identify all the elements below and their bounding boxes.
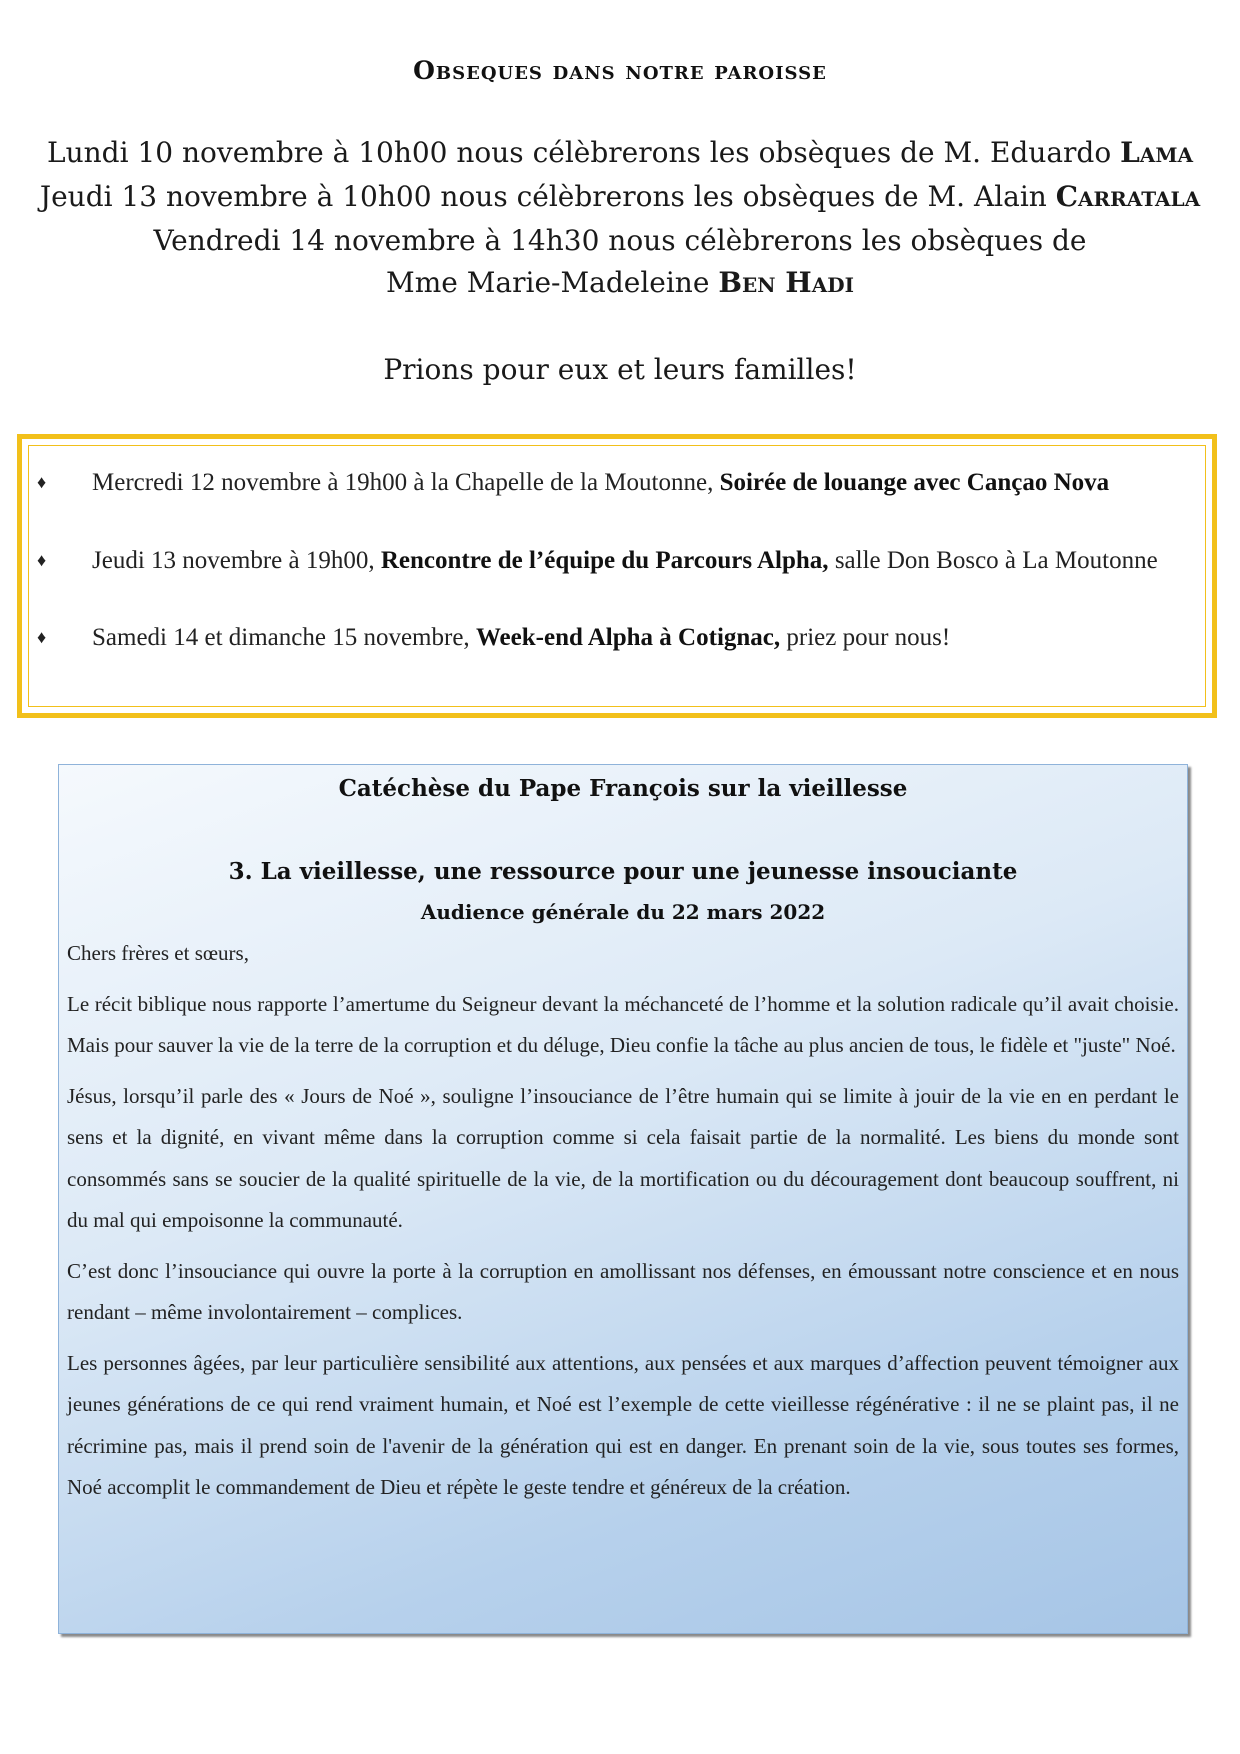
diamond-bullet-icon: ♦ xyxy=(37,472,47,492)
event-item xyxy=(37,621,1182,654)
event-highlight: Soirée de louange avec Cançao Nova xyxy=(719,469,1110,496)
diamond-bullet-icon: ♦ xyxy=(37,627,47,647)
obseques-line-1 xyxy=(0,136,1240,169)
obseques-line-4-text: Mme Marie-Madeleine xyxy=(386,266,719,299)
obseques-line-2-name: Carratala xyxy=(1055,180,1201,213)
catechese-subtitle: 3. La vieillesse, une ressource pour une jeunesse insouciante xyxy=(228,858,1018,885)
catechese-paragraph: Jésus, lorsqu’il parle des « Jours de Noé », souligne l’insouciance de l’être humain qui se limite à jouir de la vie en en perdant le sens et la dignité, en vivant même dans la corruption comme si cela faisait partie de la normalité. Les biens du monde sont consommés sans se soucier de la qualité spirituelle de la vie, de la mortification ou du découragement dont beaucoup souffrent, ni du mal qui empoisonne la communauté. xyxy=(67,1083,1179,1232)
obseques-line-1-name: Lama xyxy=(1120,136,1193,169)
event-item xyxy=(37,544,1182,577)
obseques-line-2 xyxy=(0,180,1240,213)
events-box xyxy=(17,434,1217,718)
obseques-line-4 xyxy=(0,266,1240,299)
event-text: Samedi 14 et dimanche 15 novembre, xyxy=(92,624,476,651)
obseques-line-1-text: Lundi 10 novembre à 10h00 nous célèbrerons les obsèques de M. Eduardo xyxy=(47,136,1121,169)
event-text-end: salle Don Bosco à La Moutonne xyxy=(828,547,1158,574)
obseques-line-3: Vendredi 14 novembre à 14h30 nous célèbrerons les obsèques de xyxy=(153,224,1087,257)
catechese-panel xyxy=(58,764,1188,1634)
event-highlight: Week-end Alpha à Cotignac, xyxy=(475,624,781,651)
catechese-body xyxy=(67,933,1179,1509)
event-text-end: priez pour nous! xyxy=(780,624,951,651)
catechese-paragraph: C’est donc l’insouciance qui ouvre la porte à la corruption en amollissant nos défenses, en émoussant notre conscience et en nous rendant – même involontairement – complices. xyxy=(67,1258,1179,1324)
diamond-bullet-icon: ♦ xyxy=(37,550,47,570)
catechese-greeting: Chers frères et sœurs, xyxy=(67,941,249,965)
event-text: Jeudi 13 novembre à 19h00, xyxy=(92,547,381,574)
obseques-line-2-text: Jeudi 13 novembre à 10h00 nous célèbrerons les obsèques de M. Alain xyxy=(39,180,1056,213)
obseques-prayer: Prions pour eux et leurs familles! xyxy=(383,353,857,386)
catechese-paragraph: Les personnes âgées, par leur particulière sensibilité aux attentions, aux pensées et aux marques d’affection peuvent témoigner aux jeunes générations de ce qui rend vraiment humain, et Noé est l’exemple de cette vieillesse régénérative : il ne se plaint pas, il ne récrimine pas, mais il prend soin de l'avenir de la génération qui est en danger. En prenant soin de la vie, sous toutes ses formes, Noé accomplit le commandement de Dieu et répète le geste tendre et généreux de la création. xyxy=(67,1350,1179,1499)
event-highlight: Rencontre de l’équipe du Parcours Alpha, xyxy=(380,547,829,574)
obseques-line-4-name: Ben Hadi xyxy=(718,266,854,299)
obseques-title: Obseques dans notre paroisse xyxy=(413,56,827,85)
catechese-audience: Audience générale du 22 mars 2022 xyxy=(420,900,826,924)
event-item xyxy=(37,466,1182,499)
event-text: Mercredi 12 novembre à 19h00 à la Chapelle de la Moutonne, xyxy=(92,469,720,496)
catechese-title: Catéchèse du Pape François sur la vieillesse xyxy=(338,775,908,802)
catechese-paragraph: Le récit biblique nous rapporte l’amertume du Seigneur devant la méchanceté de l’homme et la solution radicale qu’il avait choisie. Mais pour sauver la vie de la terre de la corruption et du déluge, Dieu confie la tâche au plus ancien de tous, le fidèle et "juste" Noé. xyxy=(67,991,1179,1057)
